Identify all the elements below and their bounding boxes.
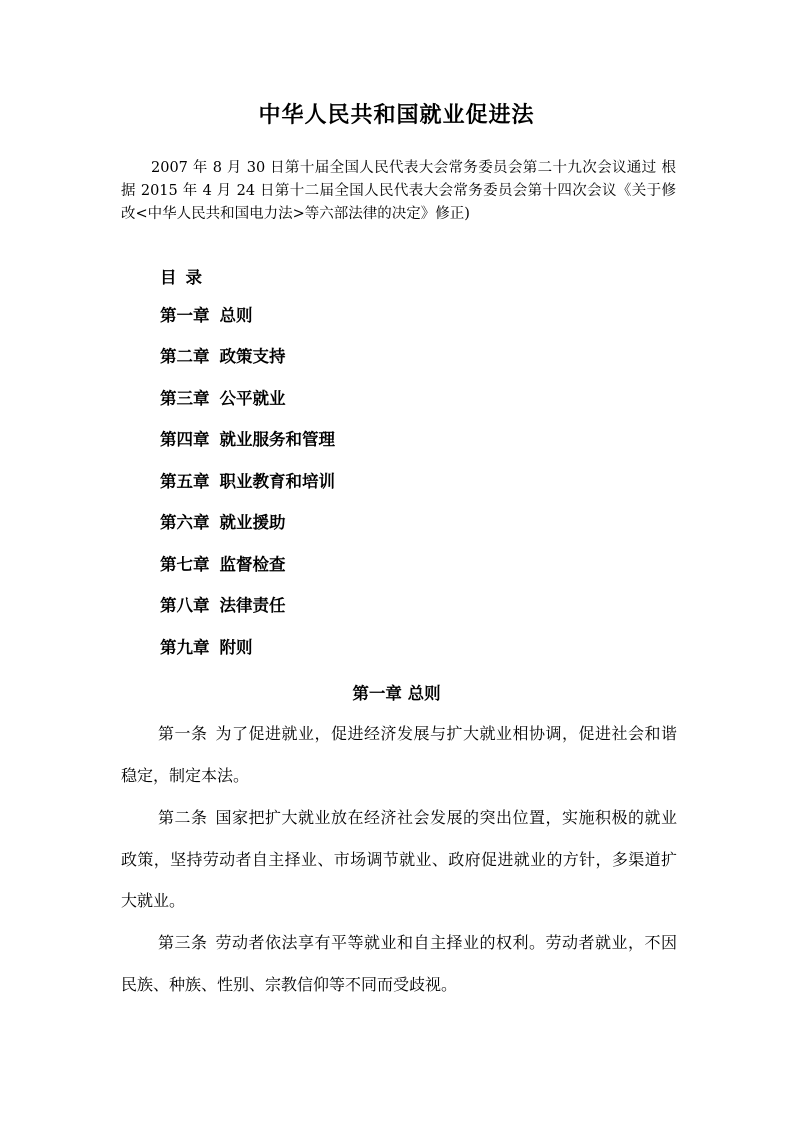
toc-item-number: 第四章 xyxy=(160,430,210,449)
toc-item-title: 就业援助 xyxy=(219,513,286,532)
chapter-title: 第一章 总则 xyxy=(352,684,441,703)
toc-item-number: 第二章 xyxy=(160,347,210,366)
toc-item-number: 第六章 xyxy=(160,513,210,532)
toc-item-title: 职业教育和培训 xyxy=(219,472,335,491)
toc-item-title: 就业服务和管理 xyxy=(219,430,335,449)
toc-item-number: 第七章 xyxy=(160,555,210,574)
toc-item xyxy=(160,388,286,410)
toc-item xyxy=(160,637,253,659)
toc-item xyxy=(160,346,286,368)
toc-item xyxy=(160,471,335,493)
article-paragraph xyxy=(121,922,677,1005)
toc-heading: 目录 xyxy=(160,268,211,287)
toc-item-title: 公平就业 xyxy=(219,389,286,408)
toc-item xyxy=(160,429,335,451)
article-number: 第三条 xyxy=(158,933,208,952)
article-paragraph xyxy=(121,797,677,922)
article-number: 第二条 xyxy=(158,808,208,827)
toc-item xyxy=(160,305,253,327)
toc-item-number: 第三章 xyxy=(160,389,210,408)
article-text: 国家把扩大就业放在经济社会发展的突出位置，实施积极的就业政策，坚持劳动者自主择业、市场调节就业、政府促进就业的方针，多渠道扩大就业。 xyxy=(121,808,677,910)
toc-item-title: 附则 xyxy=(219,638,253,657)
toc-item-title: 政策支持 xyxy=(219,347,286,366)
document-subtitle: 2007 年 8 月 30 日第十届全国人民代表大会常务委员会第二十九次会议通过 根据 2015 年 4 月 24 日第十二届全国人民代表大会常务委员会第十四次会议《关于修改<中华人民共和国电力法>等六部法律的决定》修正) xyxy=(121,160,676,222)
toc-item-title: 总则 xyxy=(219,306,253,325)
toc-item-number: 第五章 xyxy=(160,472,210,491)
toc-item-number: 第九章 xyxy=(160,638,210,657)
toc-item-number: 第一章 xyxy=(160,306,210,325)
article-text: 为了促进就业，促进经济发展与扩大就业相协调，促进社会和谐稳定，制定本法。 xyxy=(121,724,677,785)
toc-item xyxy=(160,554,286,576)
article-text: 劳动者依法享有平等就业和自主择业的权利。劳动者就业，不因民族、种族、性别、宗教信仰等不同而受歧视。 xyxy=(121,933,677,994)
toc-item-number: 第八章 xyxy=(160,596,210,615)
toc-item-title: 监督检查 xyxy=(219,555,286,574)
article-number: 第一条 xyxy=(158,724,208,743)
article-paragraph xyxy=(121,713,677,796)
toc-item xyxy=(160,512,286,534)
document-title: 中华人民共和国就业促进法 xyxy=(258,103,535,128)
toc-item xyxy=(160,595,286,617)
toc-item-title: 法律责任 xyxy=(219,596,286,615)
